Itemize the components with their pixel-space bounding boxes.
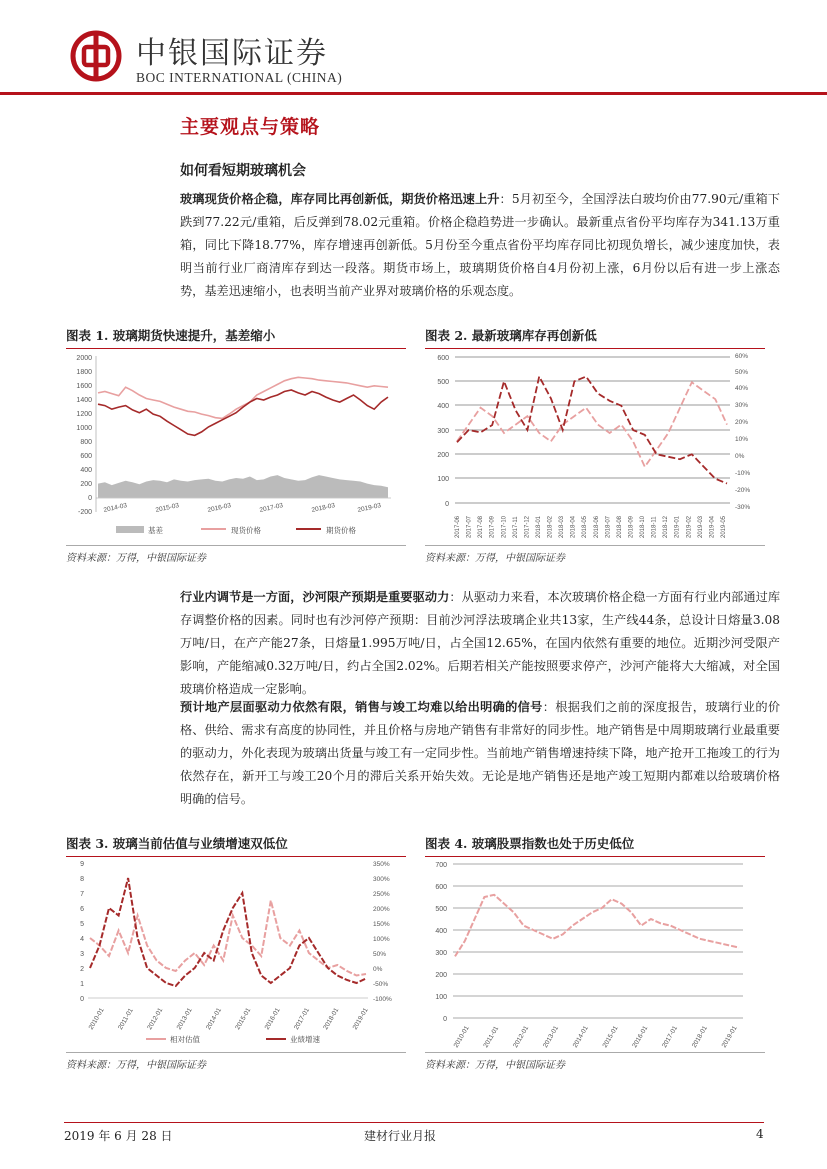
fig2-ytick: 600	[437, 355, 449, 362]
figure-4-source: 资料来源：万得，中银国际证券	[425, 1060, 565, 1071]
brand-name-cn: 中银国际证券	[136, 36, 328, 71]
fig1-ytick: 0	[88, 495, 92, 502]
figure-2-chart	[425, 346, 765, 542]
fig3-y2tick: 50%	[373, 951, 387, 958]
fig2-xtick: 2017-10	[501, 515, 508, 538]
fig2-y2tick: 20%	[735, 419, 749, 426]
fig3-y2-ticks	[373, 861, 392, 1003]
fig4-ytick: 600	[435, 884, 447, 891]
fig3-ytick: 0	[80, 996, 84, 1003]
fig1-basis-area	[98, 475, 388, 498]
fig1-legend-futures: 期货价格	[326, 526, 356, 535]
figure-4-source-rule	[425, 1052, 765, 1053]
fig3-y2tick: 0%	[373, 966, 383, 973]
fig4-ytick: 500	[435, 906, 447, 913]
fig3-y2tick: -50%	[373, 981, 389, 988]
fig1-xtick: 2015-03	[154, 502, 180, 514]
fig2-xtick: 2018-12	[663, 515, 670, 538]
paragraph-3-body: ：根据我们之前的深度报告，玻璃行业的价格、供给、需求有高度的协同性，并且价格与房地产销售有非常好的同步性。地产销售是中周期玻璃行业最重要的驱动力，外化表现为玻璃出货量与竣工有一定同步性。当前地产销售增速持续下降，地产抢开工拖竣工的行为依然存在，新开工与竣工20个月的滞后关系开始失效。无论是地产销售还是地产竣工短期内都难以给玻璃价格明确的信号。	[180, 700, 781, 806]
fig1-y-ticks	[76, 355, 92, 516]
fig4-y-ticks	[435, 862, 447, 1023]
fig3-x-ticks	[88, 1007, 370, 1031]
figure-2-source-rule	[425, 545, 765, 546]
fig3-legend-earnings: 业绩增速	[290, 1035, 320, 1044]
fig4-ytick: 700	[435, 862, 447, 869]
fig2-y2tick: 30%	[735, 402, 749, 409]
fig1-legend-swatch-basis	[116, 526, 144, 533]
footer-page-number: 4	[756, 1127, 764, 1141]
fig2-xtick: 2018-07	[605, 515, 612, 538]
subtitle: 如何看短期玻璃机会	[180, 163, 306, 179]
fig2-xtick: 2018-11	[651, 516, 658, 538]
fig2-y2tick: 50%	[735, 369, 749, 376]
fig3-xtick: 2011-01	[117, 1007, 135, 1031]
fig2-xtick: 2019-01	[674, 515, 681, 538]
fig2-xtick: 2018-01	[535, 515, 542, 538]
figure-3-title: 图表 3. 玻璃当前估值与业绩增速双低位	[66, 834, 406, 857]
fig3-xtick: 2017-01	[293, 1006, 311, 1031]
paragraph-2-lead: 行业内调节是一方面，沙河限产预期是重要驱动力	[180, 590, 450, 604]
fig2-xtick: 2019-03	[697, 515, 704, 538]
fig3-y2tick: 150%	[373, 921, 390, 928]
fig3-ytick: 5	[80, 921, 84, 928]
paragraph-2-body: ：从驱动力来看，本次玻璃价格企稳一方面有行业内部通过库存调整价格的因素。同时也有沙河停产预期：目前沙河浮法玻璃企业共13家，生产线44条，总设计日熔量3.08万吨/日，在产产能27条，日熔量1.995万吨/日，占全国12.65%，在国内依然有重要的地位。近期沙河受限产影响，产能缩减0.32万吨/日，约占全国2.02%。后期若相关产能按照要求停产，沙河产能将大大缩减，对全国玻璃价格造成一定影响。	[180, 590, 781, 696]
fig1-x-ticks	[103, 502, 382, 514]
fig1-ytick: 2000	[76, 355, 92, 362]
figure-1-chart	[66, 346, 406, 542]
fig2-xtick: 2017-07	[466, 515, 473, 538]
fig1-ytick: 1800	[76, 369, 92, 376]
fig2-ytick: 200	[437, 452, 449, 459]
fig4-xtick: 2016-01	[631, 1024, 650, 1049]
fig3-earnings-line	[90, 878, 366, 986]
fig2-xtick: 2018-09	[628, 515, 635, 538]
fig4-ytick: 200	[435, 972, 447, 979]
fig4-ytick: 0	[443, 1016, 447, 1023]
figure-2-source: 资料来源：万得，中银国际证券	[425, 553, 565, 564]
fig2-x-ticks	[455, 515, 727, 538]
fig4-x-ticks	[453, 1025, 739, 1049]
fig3-ytick: 6	[80, 906, 84, 913]
fig3-legend	[146, 1034, 320, 1044]
fig2-ytick: 500	[437, 379, 449, 386]
fig1-ytick: -200	[77, 509, 92, 516]
fig3-y-ticks	[80, 861, 84, 1003]
brand-name-en: BOC INTERNATIONAL (CHINA)	[136, 70, 343, 85]
section-title: 主要观点与策略	[180, 116, 321, 138]
paragraph-3-lead: 预计地产层面驱动力依然有限，销售与竣工均难以给出明确的信号	[180, 700, 543, 714]
fig2-y-ticks	[437, 355, 449, 508]
fig4-ytick: 300	[435, 950, 447, 957]
fig1-xtick: 2014-03	[102, 502, 128, 514]
fig1-xtick: 2018-03	[310, 502, 336, 514]
fig2-y2-ticks	[735, 353, 750, 511]
fig2-y2tick: 40%	[735, 385, 749, 392]
fig1-xtick: 2017-03	[258, 502, 284, 514]
fig3-ytick: 4	[80, 936, 84, 943]
fig2-y2tick: 0%	[735, 453, 745, 460]
figure-1-source-rule	[66, 545, 406, 546]
fig4-xtick: 2012-01	[512, 1024, 531, 1049]
fig4-xtick: 2015-01	[601, 1024, 620, 1049]
fig3-y2tick: 200%	[373, 906, 390, 913]
fig2-ytick: 400	[437, 403, 449, 410]
fig2-xtick: 2017-11	[512, 516, 519, 538]
footer-rule	[64, 1122, 764, 1123]
footer-report-name: 建材行业月报	[364, 1129, 437, 1143]
fig3-valuation-line	[90, 901, 366, 976]
fig4-xtick: 2013-01	[542, 1024, 560, 1049]
fig3-ytick: 8	[80, 876, 84, 883]
fig2-xtick: 2017-09	[489, 515, 496, 538]
fig4-xtick: 2019-01	[720, 1024, 739, 1049]
fig1-ytick: 1200	[76, 411, 92, 418]
fig2-xtick: 2018-08	[616, 515, 623, 538]
fig3-legend-valuation: 相对估值	[170, 1035, 200, 1044]
fig2-xtick: 2019-04	[709, 515, 716, 538]
paragraph-1-lead: 玻璃现货价格企稳，库存同比再创新低，期货价格迅速上升	[180, 192, 500, 206]
fig2-y2tick: 10%	[735, 436, 749, 443]
fig3-xtick: 2013-01	[175, 1006, 194, 1031]
fig1-ytick: 1600	[76, 383, 92, 390]
fig2-xtick: 2018-02	[547, 515, 554, 538]
fig1-ytick: 600	[80, 453, 92, 460]
paragraph-1-body: ：5月初至今，全国浮法白玻均价由77.90元/重箱下跌到77.22元/重箱，后反弹到78.02元重箱。价格企稳趋势进一步确认。最新重点省份平均库存为341.13万重箱，同比下降18.77%，库存增速再创新低。5月份至今重点省份平均库存同比初现负增长，减少速度加快，表明当前行业厂商清库存到达一段落。期货市场上，玻璃期货价格自4月份初上涨，6月份以后有进一步上涨态势，基差迅速缩小，也表明当前产业界对玻璃价格的乐观态度。	[180, 192, 780, 298]
fig2-xtick: 2017-12	[524, 515, 531, 538]
figure-1-source: 资料来源：万得，中银国际证券	[66, 553, 206, 564]
fig3-ytick: 2	[80, 966, 84, 973]
fig2-xtick: 2018-03	[559, 515, 566, 538]
paragraph-3	[180, 696, 780, 811]
paragraph-1	[180, 188, 780, 303]
figure-4-title: 图表 4. 玻璃股票指数也处于历史低位	[425, 834, 765, 857]
fig3-ytick: 7	[80, 891, 84, 898]
fig1-ytick: 1000	[76, 425, 92, 432]
fig1-ytick: 400	[80, 467, 92, 474]
fig3-ytick: 1	[80, 981, 84, 988]
fig4-xtick: 2014-01	[571, 1024, 590, 1049]
paragraph-2	[180, 586, 780, 701]
fig3-xtick: 2014-01	[205, 1006, 223, 1031]
fig2-xtick: 2017-06	[455, 515, 461, 538]
fig1-xtick: 2016-03	[206, 502, 232, 514]
fig2-ytick: 100	[437, 476, 449, 483]
fig1-legend	[116, 525, 356, 535]
fig3-xtick: 2018-01	[322, 1006, 341, 1031]
boc-logo-icon	[70, 30, 122, 82]
fig4-ytick: 100	[435, 994, 447, 1001]
fig2-xtick: 2018-06	[593, 515, 600, 538]
fig2-xtick: 2017-08	[478, 515, 485, 538]
figure-4-chart	[425, 854, 765, 1050]
fig1-legend-spot: 现货价格	[231, 526, 261, 535]
fig4-xtick: 2017-01	[661, 1024, 680, 1049]
fig4-xtick: 2010-01	[452, 1024, 471, 1049]
fig2-xtick: 2018-05	[582, 515, 589, 538]
header-rule	[0, 92, 827, 95]
fig1-ytick: 200	[80, 481, 92, 488]
figure-3-chart	[66, 854, 406, 1050]
figure-3-source: 资料来源：万得，中银国际证券	[66, 1060, 206, 1071]
figure-1-title: 图表 1. 玻璃期货快速提升，基差缩小	[66, 326, 406, 349]
fig3-y2tick: 250%	[373, 891, 390, 898]
fig2-y2tick: -30%	[735, 504, 751, 511]
fig3-y2tick: 100%	[373, 936, 390, 943]
fig2-gridlines	[455, 357, 730, 503]
fig2-ytick: 0	[445, 501, 449, 508]
fig2-xtick: 2018-10	[640, 515, 647, 538]
fig4-index-line	[455, 895, 739, 957]
fig3-xtick: 2012-01	[146, 1006, 165, 1031]
fig3-y2tick: -100%	[373, 996, 392, 1003]
fig1-ytick: 800	[80, 439, 92, 446]
figure-2-title: 图表 2. 最新玻璃库存再创新低	[425, 326, 765, 349]
figure-3-source-rule	[66, 1052, 406, 1053]
fig1-ytick: 1400	[76, 397, 92, 404]
fig3-xtick: 2019-01	[351, 1006, 370, 1031]
fig3-ytick: 3	[80, 951, 84, 958]
fig2-xtick: 2019-02	[686, 515, 693, 538]
fig2-ytick: 300	[437, 428, 449, 435]
fig3-xtick: 2010-01	[87, 1006, 106, 1031]
fig2-xtick: 2018-04	[570, 515, 577, 538]
fig4-xtick: 2011-01	[482, 1025, 501, 1049]
fig2-y2tick: -20%	[735, 487, 751, 494]
fig3-y2tick: 350%	[373, 861, 390, 868]
footer-date: 2019 年 6 月 28 日	[64, 1129, 173, 1143]
fig1-legend-basis: 基差	[148, 526, 163, 535]
fig2-y2tick: -10%	[735, 470, 751, 477]
fig3-ytick: 9	[80, 861, 84, 868]
fig2-y2tick: 60%	[735, 353, 749, 360]
fig3-xtick: 2016-01	[263, 1006, 282, 1031]
fig1-xtick: 2019-03	[356, 502, 382, 514]
fig4-xtick: 2018-01	[690, 1024, 709, 1049]
fig4-ytick: 400	[435, 928, 447, 935]
fig3-xtick: 2015-01	[234, 1006, 253, 1031]
fig3-y2tick: 300%	[373, 876, 390, 883]
fig2-xtick: 2019-05	[721, 515, 727, 538]
fig4-gridlines	[453, 864, 743, 1018]
